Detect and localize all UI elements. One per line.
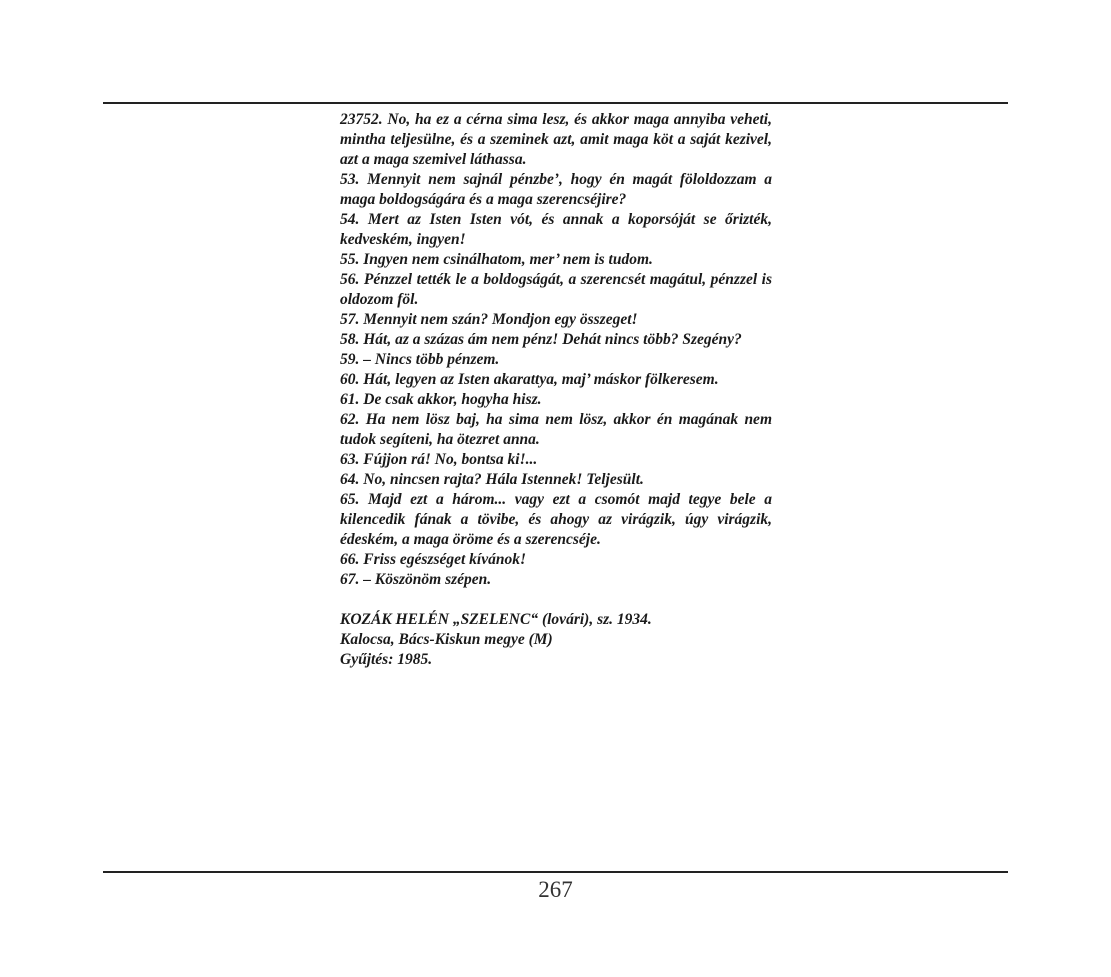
entry-60: 60. Hát, legyen az Isten akarattya, maj’ máskor fölkeresem. [340, 371, 719, 388]
entry-55: 55. Ingyen nem csinálhatom, mer’ nem is tudom. [340, 251, 653, 268]
informant-line [340, 610, 772, 630]
informant-birth: , sz. 1934. [589, 611, 652, 628]
page-number: 267 [538, 877, 573, 902]
collection-year: Gyűjtés: 1985. [340, 651, 433, 668]
informant-place: Kalocsa, Bács-Kiskun megye (M) [340, 631, 553, 648]
informant-origin: (lovári) [541, 611, 590, 628]
entry-63: 63. Fújjon rá! No, bontsa ki!... [340, 451, 538, 468]
entry-57: 57. Mennyit nem szán? Mondjon egy összeget! [340, 311, 638, 328]
section-spacer [340, 590, 772, 610]
entry-53: 53. Mennyit nem sajnál pénzbe’, hogy én magát föloldozzam a maga boldogságára és a maga szerencséjire? [340, 171, 772, 208]
entry-67: 67. – Köszönöm szépen. [340, 571, 492, 588]
entry-56: 56. Pénzzel tették le a boldogságát, a szerencsét magátul, pénzzel is oldozom föl. [340, 271, 772, 308]
entry-65: 65. Majd ezt a három... vagy ezt a csomót majd tegye bele a kilencedik fának a tövibe, és ahogy az virágzik, úgy virágzik, édeském, a maga öröme és a szerencséje. [340, 491, 772, 548]
top-rule [103, 102, 1008, 104]
main-text [340, 110, 772, 670]
entry-59: 59. – Nincs több pénzem. [340, 351, 500, 368]
entry-58: 58. Hát, az a százas ám nem pénz! Dehát nincs több? Szegény? [340, 331, 742, 348]
entry-64: 64. No, nincsen rajta? Hála Istennek! Teljesült. [340, 471, 644, 488]
entry-62: 62. Ha nem lösz baj, ha sima nem lösz, akkor én magának nem tudok segíteni, ha ötezret anna. [340, 411, 772, 448]
entry-54: 54. Mert az Isten Isten vót, és annak a koporsóját se őrizték, kedveském, ingyen! [340, 211, 772, 248]
entry-23752: 23752. No, ha ez a cérna sima lesz, és akkor maga annyiba veheti, mintha teljesülne, és a szeminek azt, amit maga köt a saját kezivel, azt a maga szemivel láthassa. [340, 111, 772, 168]
entry-66: 66. Friss egészséget kívánok! [340, 551, 526, 568]
bottom-rule [103, 871, 1008, 873]
informant-name: KOZÁK HELÉN „SZELENC“ [340, 611, 539, 628]
entry-61: 61. De csak akkor, hogyha hisz. [340, 391, 542, 408]
